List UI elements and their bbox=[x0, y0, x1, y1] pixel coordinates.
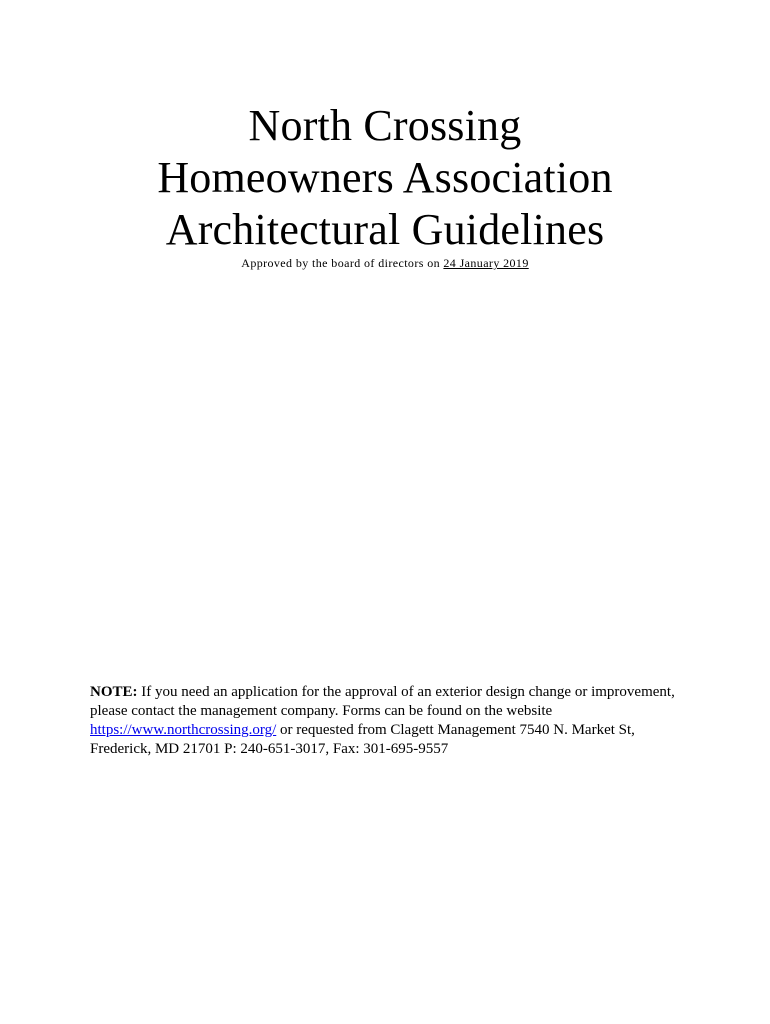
title-line-3: Architectural Guidelines bbox=[165, 205, 605, 254]
document-title bbox=[0, 100, 770, 256]
website-link[interactable]: https://www.northcrossing.org/ bbox=[90, 722, 277, 738]
title-line-1: North Crossing bbox=[248, 101, 522, 150]
note-label: NOTE: bbox=[90, 684, 138, 700]
note-paragraph bbox=[90, 683, 690, 759]
note-text-1: If you need an application for the approval of an exterior design change or improvement, please contact the management company. Forms can be found on the website bbox=[90, 684, 675, 719]
approval-prefix: Approved by the board of directors on bbox=[241, 256, 444, 270]
note-text-2: or requested from Clagett Management 7540 N. Market St, Frederick, MD 21701 P: 240-651-3017, Fax: 301-695-9557 bbox=[90, 722, 635, 757]
approval-line bbox=[0, 255, 770, 271]
approval-date: 24 January 2019 bbox=[443, 256, 529, 270]
title-line-2: Homeowners Association bbox=[157, 153, 613, 202]
